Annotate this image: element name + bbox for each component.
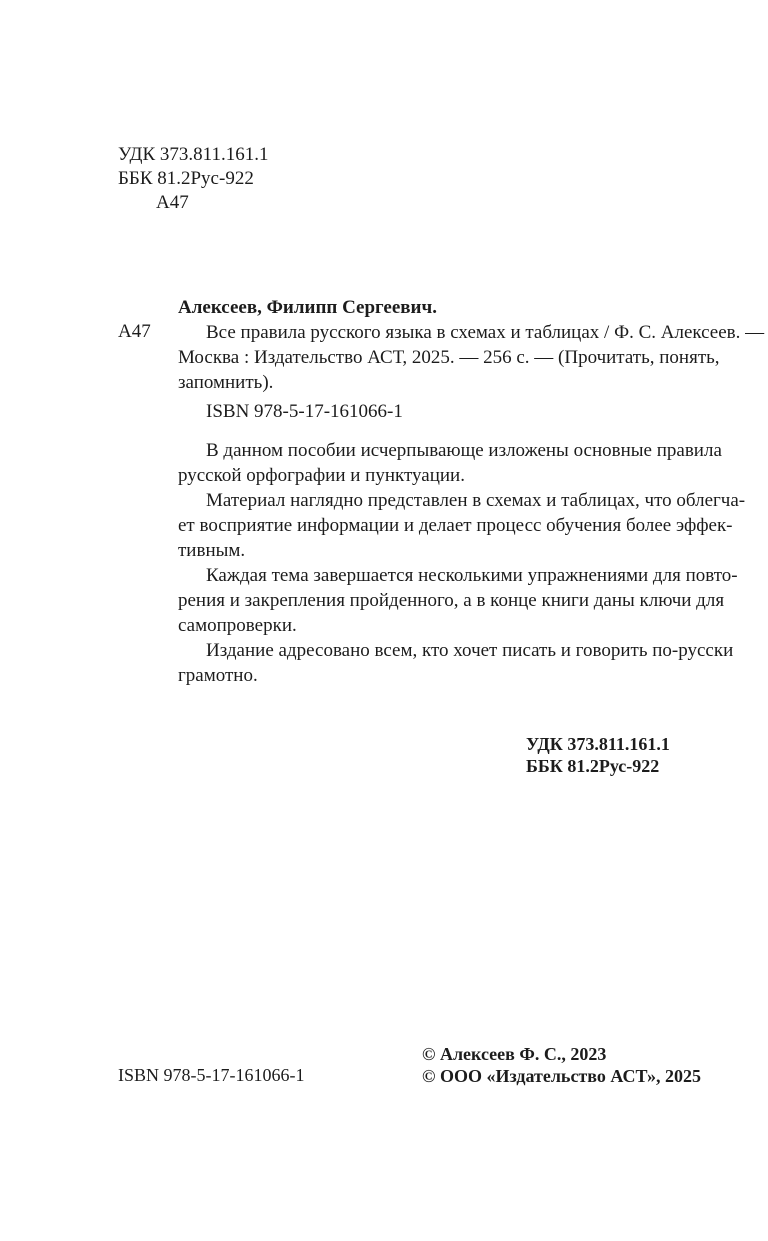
author-sign-top: А47 <box>156 192 189 213</box>
isbn-footer: ISBN 978-5-17-161066-1 <box>118 1065 305 1085</box>
bib-line: запомнить). <box>178 372 274 393</box>
annotation-line: самопроверки. <box>178 615 297 636</box>
author-sign: А47 <box>118 321 151 342</box>
bbk-code-bottom: ББК 81.2Рус-922 <box>526 756 660 776</box>
copyright-block <box>422 1043 701 1087</box>
copyright-author: © Алексеев Ф. С., 2023 <box>422 1044 607 1064</box>
annotation-line: Каждая тема завершается несколькими упражнениями для повто- <box>206 565 738 586</box>
annotation <box>178 438 746 688</box>
udk-code-top: УДК 373.811.161.1 <box>118 144 269 165</box>
udk-code-bottom: УДК 373.811.161.1 <box>526 734 670 754</box>
annotation-line: русской орфографии и пунктуации. <box>178 465 465 486</box>
annotation-line: тивным. <box>178 540 246 561</box>
bbk-code-top: ББК 81.2Рус-922 <box>118 168 254 189</box>
annotation-line: Издание адресовано всем, кто хочет писать и говорить по-русски <box>206 640 734 661</box>
annotation-line: рения и закрепления пройденного, а в конце книги даны ключи для <box>178 590 725 611</box>
annotation-line: грамотно. <box>178 665 258 686</box>
bib-line: Все правила русского языка в схемах и таблицах / Ф. С. Алексеев. — <box>206 322 765 343</box>
classification-top <box>118 143 268 215</box>
annotation-line: В данном пособии исчерпывающе изложены основные правила <box>206 440 722 461</box>
bib-line: Москва : Издательство АСТ, 2025. — 256 с. — (Прочитать, понять, <box>178 347 720 368</box>
isbn-entry: ISBN 978-5-17-161066-1 <box>206 401 403 422</box>
copyright-publisher: © ООО «Издательство АСТ», 2025 <box>422 1066 702 1086</box>
classification-bottom <box>526 733 670 777</box>
annotation-line: Материал наглядно представлен в схемах и таблицах, что облегча- <box>206 490 746 511</box>
annotation-line: ет восприятие информации и делает процесс обучения более эффек- <box>178 515 733 536</box>
author-heading: Алексеев, Филипп Сергеевич. <box>178 297 437 318</box>
bibliographic-description <box>178 320 765 395</box>
